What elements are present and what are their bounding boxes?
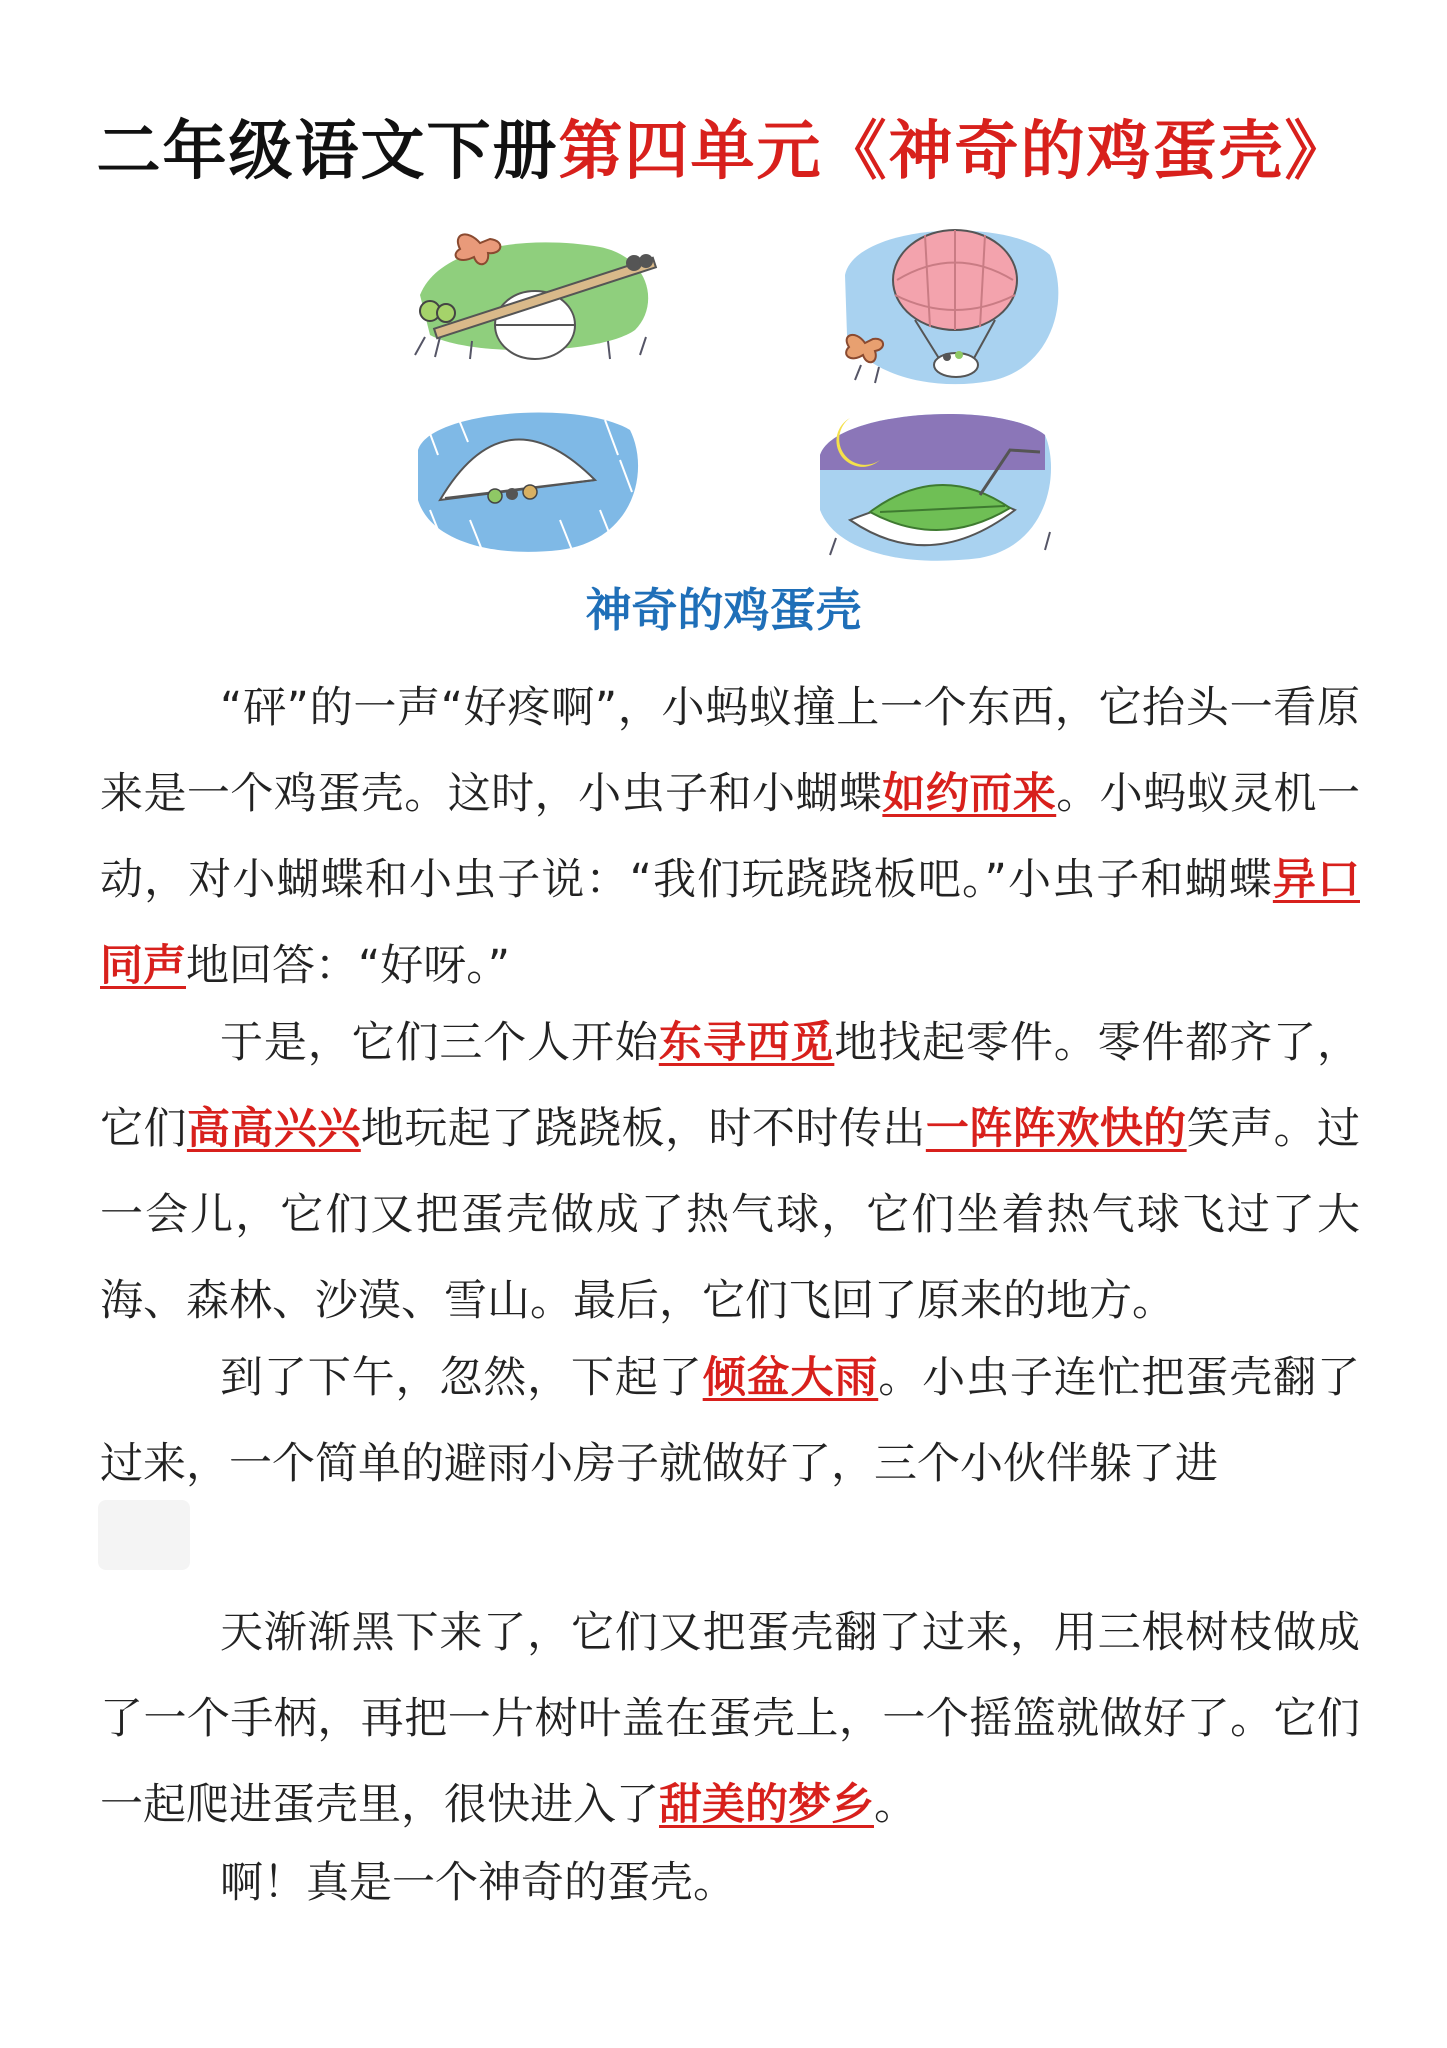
story-paragraph-1 xyxy=(100,665,1360,1009)
highlight-idiom: 异口同声 xyxy=(100,855,1360,991)
title-grade: 二年级语文下册 xyxy=(96,115,559,189)
story-paragraph-5 xyxy=(100,1840,1360,1926)
story-paragraph-2 xyxy=(100,1000,1360,1344)
hot-air-balloon-scene-illustration xyxy=(835,215,1065,390)
cradle-moon-scene-illustration xyxy=(810,400,1060,565)
story-title: 神奇的鸡蛋壳 xyxy=(585,583,862,637)
highlight-idiom: 倾盆大雨 xyxy=(702,1353,879,1403)
seesaw-scene-illustration xyxy=(410,225,665,365)
text-segment: 。 xyxy=(874,1780,917,1830)
text-segment: “砰”的一声“好疼啊”，小蚂蚁撞上一个东西，它抬头一看原来是一个鸡蛋壳。这时，小虫子和小蝴蝶 xyxy=(100,683,1360,819)
story-paragraph-3 xyxy=(100,1335,1360,1507)
page-title xyxy=(0,112,1447,192)
text-segment: 笑声。过一会儿，它们又把蛋壳做成了热气球，它们坐着热气球飞过了大海、森林、沙漠、雪山。最后，它们飞回了原来的地方。 xyxy=(100,1104,1361,1326)
highlight-idiom: 东寻西觅 xyxy=(658,1018,835,1068)
text-segment: 啊！真是一个神奇的蛋壳。 xyxy=(220,1858,736,1908)
text-segment: 。小虫子连忙把蛋壳翻了过来，一个简单的避雨小房子就做好了，三个小伙伴躲了进 xyxy=(100,1353,1361,1489)
title-unit: 第四单元《神奇的鸡蛋壳》 xyxy=(558,115,1351,189)
rain-shelter-scene-illustration xyxy=(410,400,645,555)
highlight-idiom: 高高兴兴 xyxy=(186,1104,361,1154)
text-segment: 天渐渐黑下来了，它们又把蛋壳翻了过来，用三根树枝做成了一个手柄，再把一片树叶盖在蛋壳上，一个摇篮就做好了。它们一起爬进蛋壳里，很快进入了 xyxy=(100,1608,1360,1830)
text-segment: 地玩起了跷跷板，时不时传出 xyxy=(360,1104,926,1154)
story-paragraph-4 xyxy=(100,1590,1360,1848)
text-segment: 到了下午，忽然，下起了 xyxy=(220,1353,703,1403)
highlight-idiom: 如约而来 xyxy=(882,769,1057,819)
scan-smudge xyxy=(98,1500,190,1570)
text-segment: 于是，它们三个人开始 xyxy=(220,1018,659,1068)
text-segment: 地找起零件。零件都齐了，它们 xyxy=(100,1018,1361,1154)
highlight-phrase: 一阵阵欢快的 xyxy=(925,1104,1187,1154)
text-segment: 。小蚂蚁灵机一动，对小蝴蝶和小虫子说：“我们玩跷跷板吧。”小虫子和蝴蝶 xyxy=(100,769,1361,905)
highlight-phrase: 甜美的梦乡 xyxy=(659,1780,874,1830)
text-segment: 地回答：“好呀。” xyxy=(186,941,511,991)
